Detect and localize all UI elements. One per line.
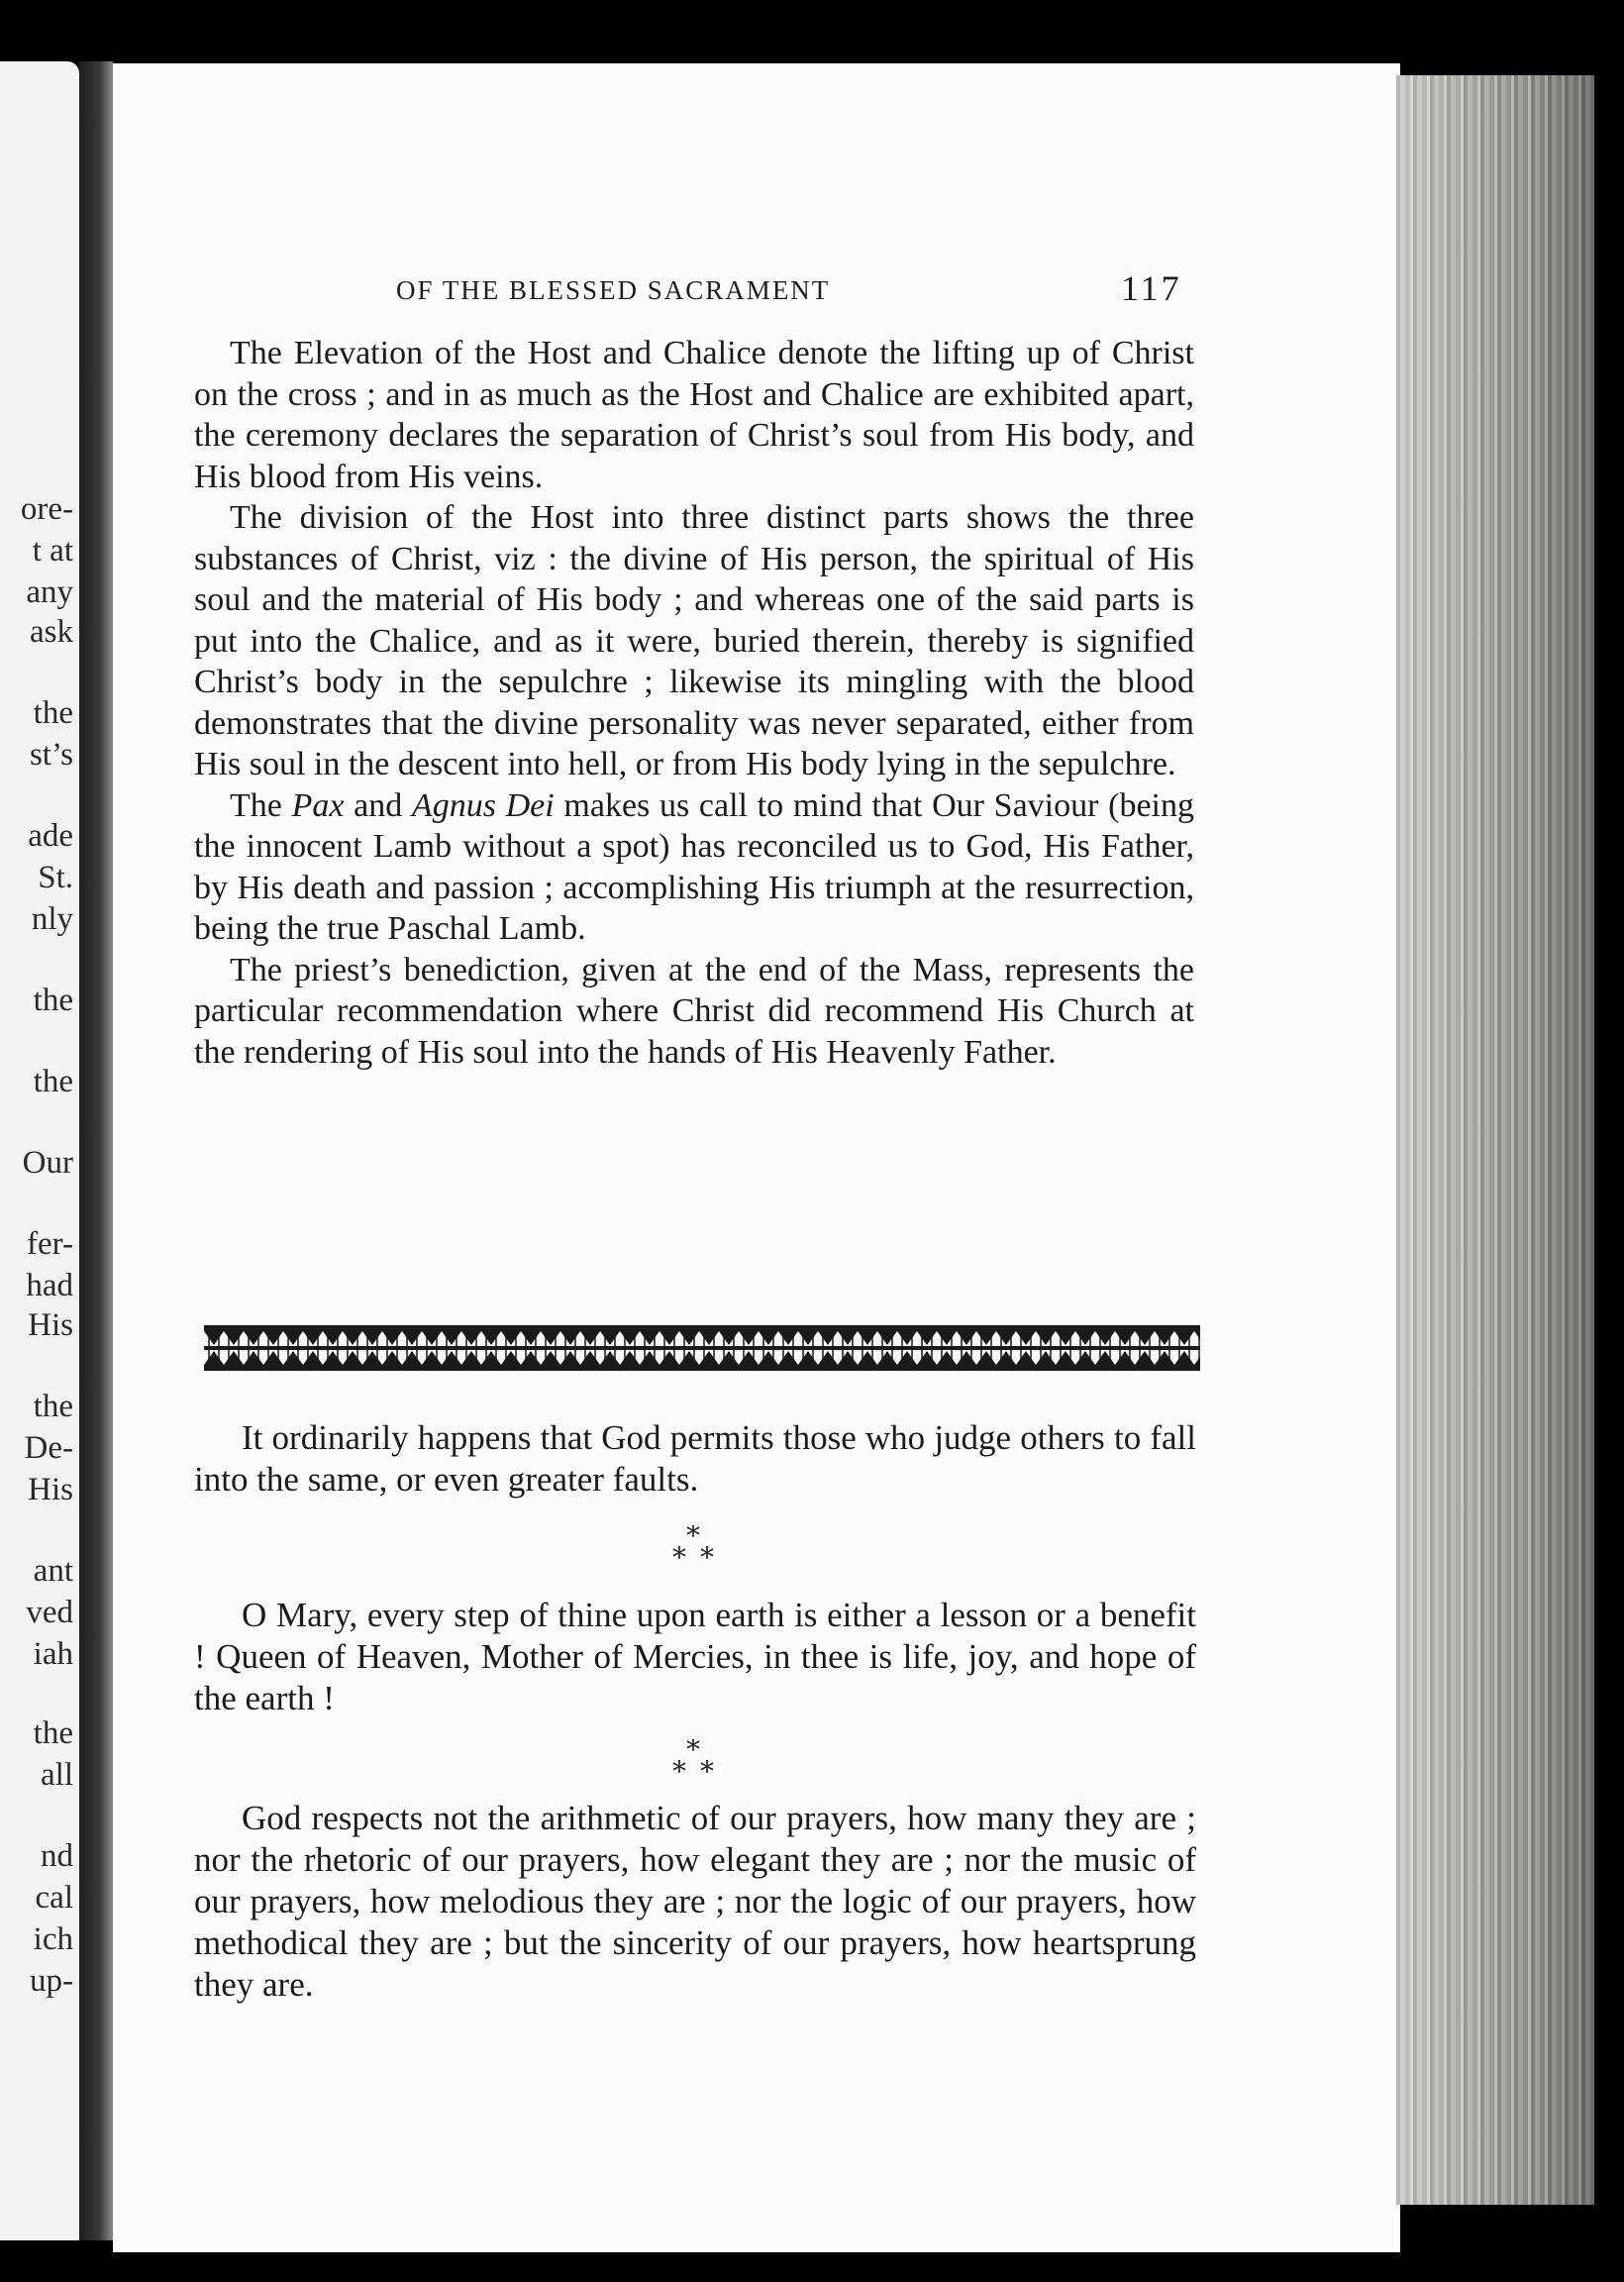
page-number: 117 [1121, 268, 1182, 308]
paragraph-elevation: The Elevation of the Host and Chalice denote the lifting up of Christ on the cross ; and in as much as the Host and Chalice are exhibited apart, the ceremony declares the separation of Christ’s soul from His body, and His blood from His veins. [194, 335, 1194, 495]
main-text [194, 333, 1194, 1073]
svg-text:*: * [686, 1525, 700, 1552]
facing-page-line: nd [41, 1838, 73, 1874]
maxim-2-text: O Mary, every step of thine upon earth is either a lesson or a benefit ! Queen of Heaven, Mother of Mercies, in thee is life, joy, and hope of the earth ! [194, 1596, 1196, 1717]
paragraph-pax [194, 785, 1194, 950]
facing-page-line: His [28, 1307, 73, 1343]
facing-page-line: cal [35, 1880, 73, 1916]
facing-page-line: iah [33, 1636, 73, 1672]
facing-page [0, 61, 79, 2240]
maxim-3 [194, 1798, 1196, 2006]
facing-page-line: ask [30, 614, 73, 650]
svg-text:*: * [700, 1541, 714, 1574]
facing-page-line: ade [28, 818, 73, 854]
facing-page-line: ich [33, 1921, 73, 1957]
facing-page-line: any [26, 574, 73, 610]
facing-page-line: the [33, 1064, 73, 1099]
facing-page-line: ved [26, 1595, 73, 1630]
facing-page-line: ant [33, 1553, 73, 1589]
facing-page-line: nly [31, 901, 73, 937]
asterism-2 [663, 1739, 723, 1789]
facing-page-line: De- [24, 1430, 73, 1466]
running-header: OF THE BLESSED SACRAMENT [396, 275, 831, 305]
svg-text:*: * [686, 1739, 700, 1766]
paragraph-division: The division of the Host into three distinct parts shows the three substances of Christ, viz : the divine of His person, the spiritual of His soul and the material of His body ; and whereas one of the said parts is put into the Chalice, and as it were, buried therein, thereby is signified Christ’s body in the sepulchre ; likewise its mingling with the blood demonstrates that the divine personality was never separated, either from His soul in the descent into hell, or from His body lying in the sepulchre. [194, 499, 1194, 782]
agnus-dei-italic: Agnus Dei [411, 786, 555, 824]
facing-page-line: Our [22, 1145, 73, 1181]
svg-text:*: * [672, 1541, 686, 1574]
pax-text-b: and [344, 786, 412, 824]
facing-page-line: the [33, 1715, 73, 1751]
ornamental-rule [204, 1325, 1200, 1371]
paragraph-benediction: The priest’s benediction, given at the end of the Mass, represents the particular recommendation where Christ did recommend His Church at the rendering of His soul into the hands of His Heavenly Father. [194, 951, 1194, 1071]
facing-page-line: all [41, 1757, 73, 1793]
facing-page-line: had [26, 1268, 73, 1303]
book-gutter [79, 61, 113, 2240]
facing-page-line: St. [38, 860, 73, 895]
pax-text-c: makes us call to mind that Our Saviour (being the innocent Lamb without a spot) has reconciled us to God, His Father, by His death and passion ; accomplishing His triumph at the resurrection, being the true Paschal Lamb. [194, 786, 1195, 947]
maxim-1 [194, 1417, 1196, 1501]
maxim-2 [194, 1595, 1196, 1719]
facing-page-line: His [28, 1472, 73, 1507]
svg-text:*: * [672, 1755, 686, 1788]
page-edges-shade [1396, 75, 1594, 2205]
facing-page-line: st’s [29, 737, 73, 773]
svg-text:*: * [700, 1755, 714, 1788]
facing-page-line: the [33, 983, 73, 1018]
facing-page-line: ore- [20, 491, 73, 527]
facing-page-line: fer- [27, 1226, 73, 1262]
facing-page-line: up- [30, 1963, 73, 1999]
pax-text-a: The [230, 786, 292, 824]
maxim-1-text: It ordinarily happens that God permits those who judge others to fall into the same, or even greater faults. [194, 1418, 1196, 1499]
facing-page-line: the [33, 1389, 73, 1424]
facing-page-line: the [33, 695, 73, 731]
maxim-3-text: God respects not the arithmetic of our prayers, how many they are ; nor the rhetoric of our prayers, how elegant they are ; nor the music of our prayers, how melodious they are ; nor the logic of our prayers, how methodical they are ; but the sincerity of our prayers, how heartsprung they are. [194, 1799, 1196, 2004]
pax-italic: Pax [291, 786, 345, 824]
asterism-1 [663, 1525, 723, 1575]
facing-page-line: t at [32, 533, 73, 569]
